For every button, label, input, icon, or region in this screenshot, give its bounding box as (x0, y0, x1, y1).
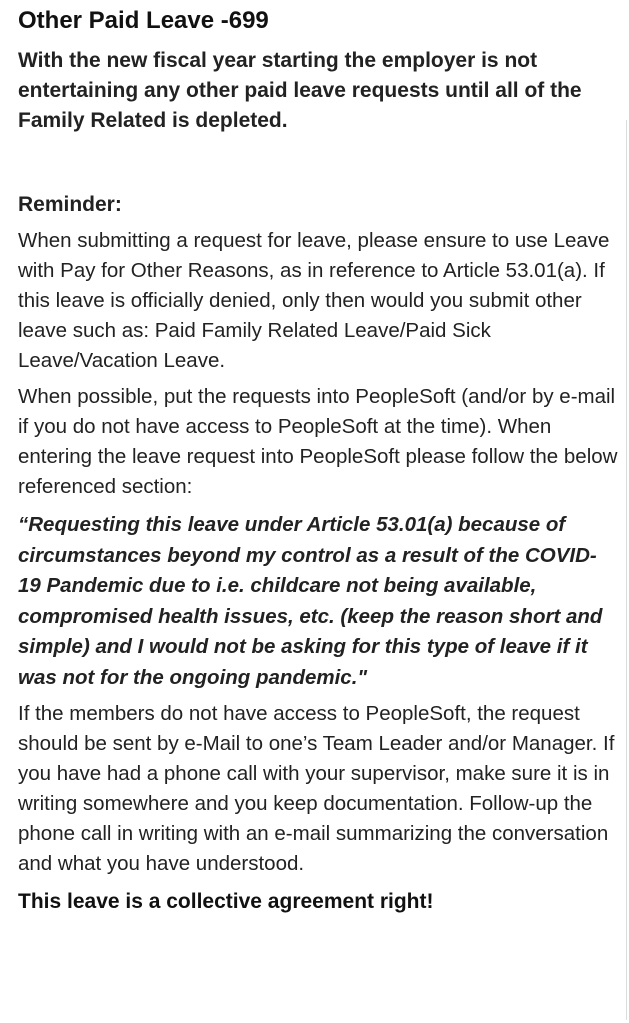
closing-statement: This leave is a collective agreement right! (18, 890, 434, 913)
email-paragraph: If the members do not have access to PeopleSoft, the request should be sent by e-Mail to one’s Team Leader and/or Manager. If you have had a phone call with your supervisor, make sure it is in writing somewhere and you keep documentation. Follow-up the phone call in writing with an e-mail summarizing the conversation and what you have understood. (18, 702, 615, 875)
leave-type-paragraph: When submitting a request for leave, please ensure to use Leave with Pay for Other Reasons, as in reference to Article 53.01(a). If this leave is officially denied, only then would you submit other leave such as: Paid Family Related Leave/Paid Sick Leave/Vacation Leave. (18, 229, 610, 372)
right-edge-divider (626, 120, 627, 1020)
peoplesoft-paragraph: When possible, put the requests into PeopleSoft (and/or by e-mail if you do not have access to PeopleSoft at the time). When entering the leave request into PeopleSoft please follow the below referenced section: (18, 385, 618, 498)
post-content (18, 0, 618, 917)
request-quote: “Requesting this leave under Article 53.01(a) because of circumstances beyond my control as a result of the COVID-19 Pandemic due to i.e. childcare not being available, compromised health issues, etc. (keep the reason short and simple) and I would not be asking for this type of leave if it was not for the ongoing pandemic." (18, 513, 603, 689)
post-title: Other Paid Leave -699 (18, 7, 269, 34)
intro-paragraph: With the new fiscal year starting the employer is not entertaining any other paid leave requests until all of the Family Related is depleted. (18, 49, 582, 132)
reminder-heading: Reminder: (18, 193, 122, 216)
